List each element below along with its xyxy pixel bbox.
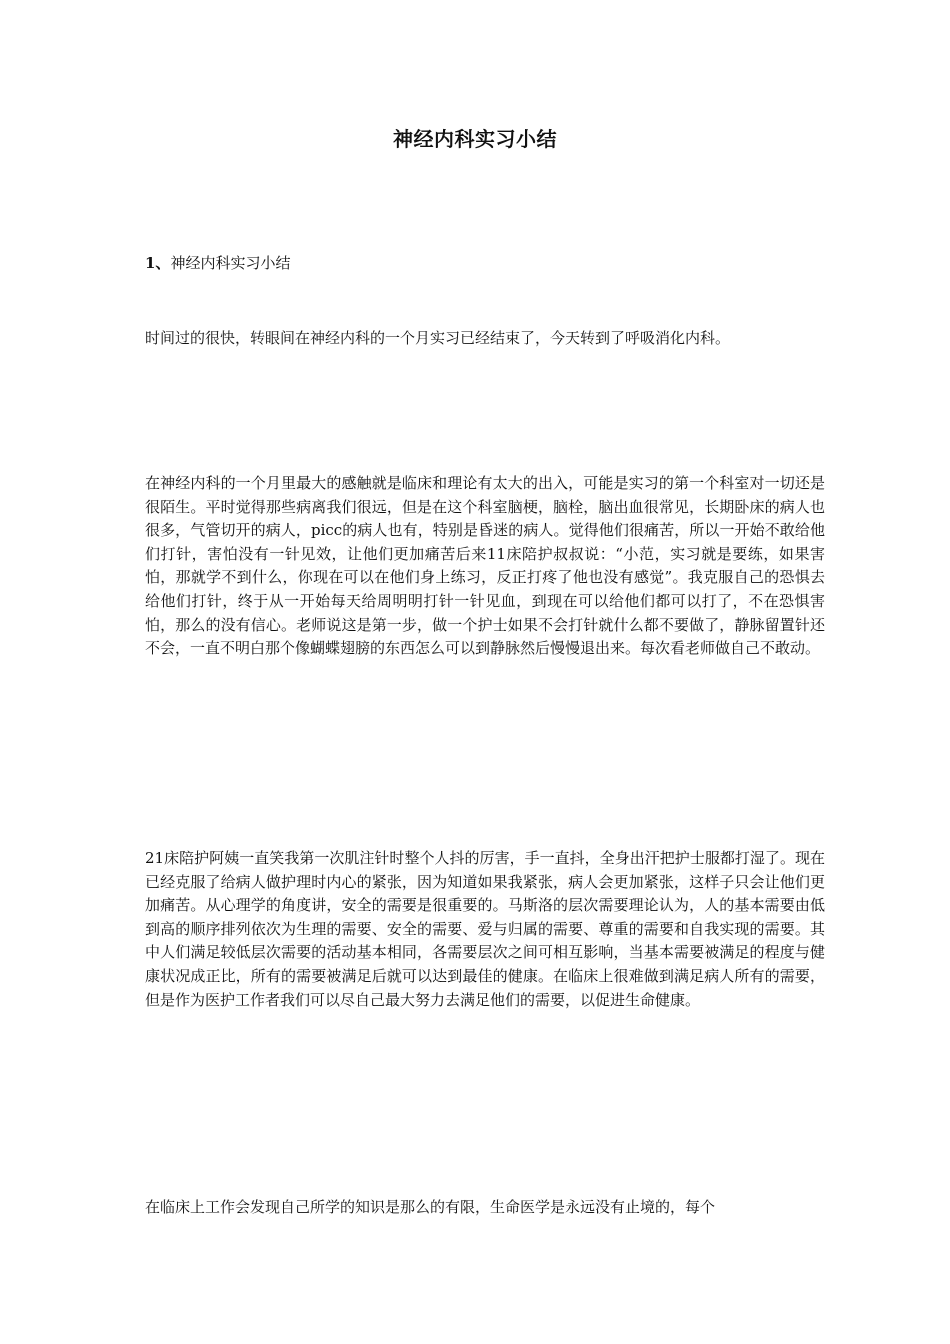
paragraph-first-month: 在神经内科的一个月里最大的感触就是临床和理论有太大的出入，可能是实习的第一个科室对一切还是很陌生。平时觉得那些病离我们很远，但是在这个科室脑梗，脑栓，脑出血很常见，长期卧床的病人也很多，气管切开的病人，picc的病人也有，特别是昏迷的病人。觉得他们很痛苦，所以一开始不敢给他们打针，害怕没有一针见效，让他们更加痛苦后来11床陪护叔叔说：“小范，实习就是要练，如果害怕，那就学不到什么，你现在可以在他们身上练习，反正打疼了他也没有感觉”。我克服自己的恐惧去给他们打针，终于从一开始每天给周明明打针一针见血，到现在可以给他们都可以打了，不在恐惧害怕，那么的没有信心。老师说这是第一步，做一个护士如果不会打针就什么都不要做了，静脉留置针还不会，一直不明白那个像蝴蝶翅膀的东西怎么可以到静脉然后慢慢退出来。每次看老师做自己不敢动。 bbox=[145, 474, 825, 658]
section-heading bbox=[145, 252, 290, 273]
paragraph-intro: 时间过的很快，转眼间在神经内科的一个月实习已经结束了，今天转到了呼吸消化内科。 bbox=[145, 329, 731, 347]
section-title: 神经内科实习小结 bbox=[170, 254, 291, 272]
section-number: 1、 bbox=[145, 254, 171, 272]
document-title: 神经内科实习小结 bbox=[393, 127, 557, 151]
paragraph-overcoming-fear: 21床陪护阿姨一直笑我第一次肌注针时整个人抖的厉害，手一直抖，全身出汗把护士服都打湿了。现在已经克服了给病人做护理时内心的紧张，因为知道如果我紧张，病人会更加紧张，这样子只会让他们更加痛苦。从心理学的角度讲，安全的需要是很重要的。马斯洛的层次需要理论认为，人的基本需要由低到高的顺序排列依次为生理的需要、安全的需要、爱与归属的需要、尊重的需要和自我实现的需要。其中人们满足较低层次需要的活动基本相同，各需要层次之间可相互影响，当基本需要被满足的程度与健康状况成正比，所有的需要被满足后就可以达到最佳的健康。在临床上很难做到满足病人所有的需要，但是作为医护工作者我们可以尽自己最大努力去满足他们的需要，以促进生命健康。 bbox=[145, 849, 825, 1009]
paragraph-knowledge: 在临床上工作会发现自己所学的知识是那么的有限，生命医学是永远没有止境的，每个 bbox=[145, 1198, 716, 1216]
